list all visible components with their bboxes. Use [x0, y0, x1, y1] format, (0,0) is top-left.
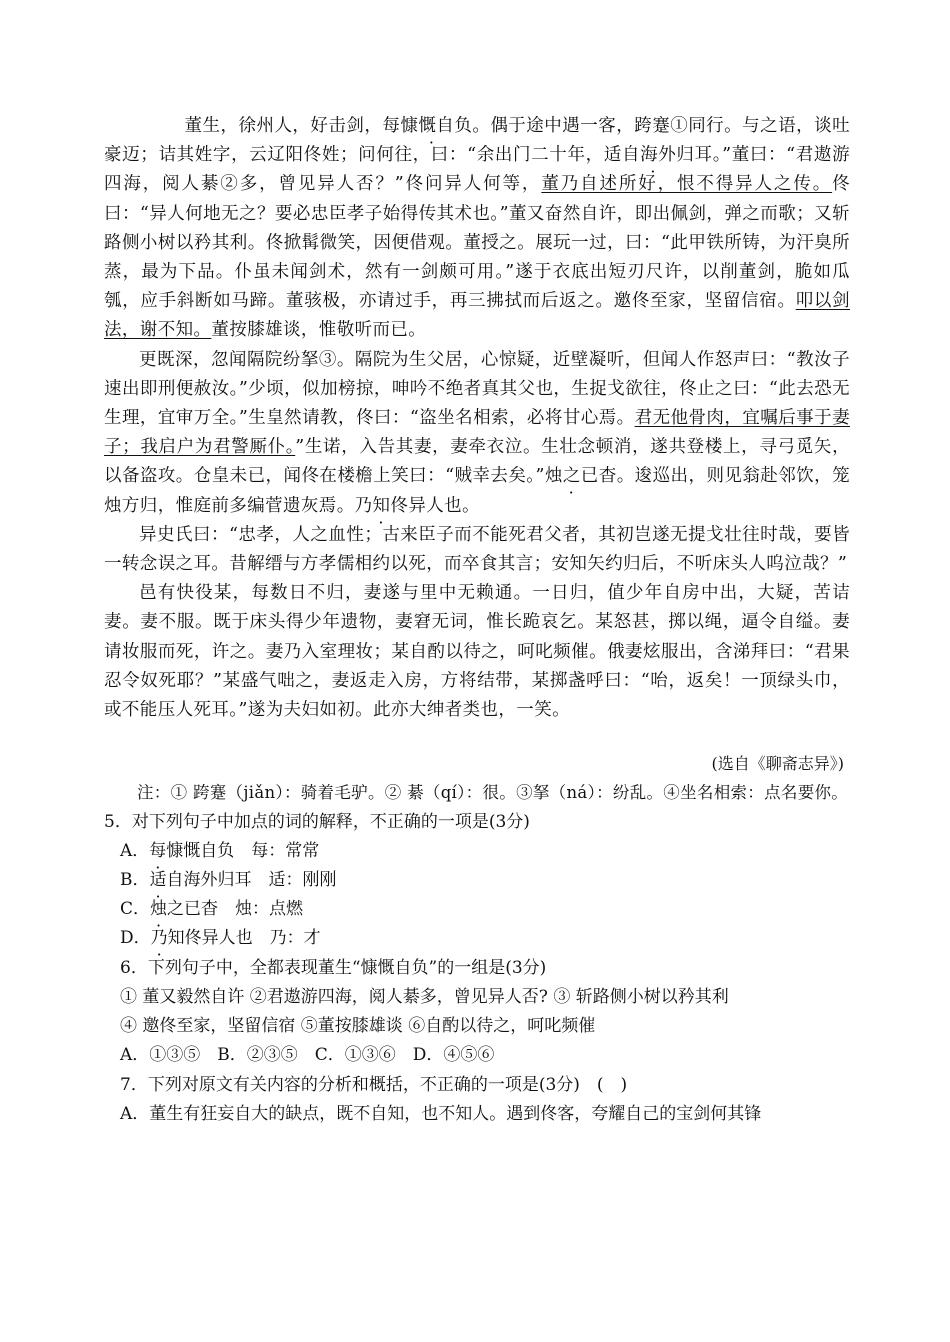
option-text: 之已杳 烛：点燃: [167, 899, 304, 920]
dotted-word: 适: [149, 870, 167, 891]
question-6-line-1: ① 董又毅然自许 ②君遨游四海，阅人綦多，曾见异人否? ③ 斩路侧小树以矜其利: [120, 986, 729, 1007]
text: 之已杳。逡巡出，则见翁赴邻饮，笼烛方归，惟庭前多编菅遗灰焉。: [104, 466, 851, 516]
question-5-option-c: [104, 895, 850, 924]
dotted-word: 烛: [544, 466, 563, 487]
option-prefix: C．: [120, 899, 151, 920]
option-text: 自海外归耳 适：刚刚: [166, 870, 337, 891]
question-6-stem: 6．下列句子中，全都表现董生“慷慨自负”的一组是(3分): [120, 957, 547, 978]
dotted-word: 每: [382, 116, 401, 136]
document-page: [104, 112, 850, 1129]
text: 知佟异人也。: [372, 495, 480, 516]
question-7-stem: 7．下列对原文有关内容的分析和概括，不正确的一项是(3分) ( ): [120, 1074, 628, 1095]
option-prefix: A．: [120, 840, 150, 861]
text: 慷慨自负。偶于途中遇一客，跨蹇①同行。与之语，谈吐豪迈；诘其姓字，云辽阳佟姓；问何往，曰：“余出门二十年，: [104, 116, 850, 166]
dotted-word: 乃: [354, 495, 373, 516]
paragraph-3: 异史氏曰：“忠孝，人之血性；古来臣子而不能死君父者，其初岂遂无提戈壮往时哉，要皆一转念误之耳。昔解缙与方孝儒相约以死，而卒食其言；安知矢约归后，不听床头人呜泣哉？”: [104, 524, 850, 575]
dotted-word: 烛: [150, 899, 168, 920]
paragraph-1: [104, 112, 850, 346]
dotted-word: 乃: [150, 928, 168, 949]
text: 董生，徐州人，好击剑，: [184, 116, 383, 136]
underlined-sentence: 君无他骨肉，宜嘱后事于妻子；我启户为君警厮仆。: [104, 408, 850, 458]
question-5-stem: 5．对下列句子中加点的词的解释，不正确的一项是(3分): [104, 811, 530, 832]
question-7-option-a: A．董生有狂妄自大的缺点，既不自知，也不知人。遇到佟客，夸耀自己的宝剑何其锋: [120, 1103, 762, 1124]
option-text: 知佟异人也 乃：才: [167, 928, 321, 949]
text: 更既深，忽闻隔院纷拏③。隔院为生父居，心惊疑，近壁凝听，但闻人作怒声曰：“教汝子速出即刑便赦汝。”少顷，似加榜掠，呻吟不绝者真其父也，生捉戈欲往，佟止之曰：“此去恐无生理，宜审万全。”生皇然请教，佟曰：“盗坐名相索，必将甘心焉。: [104, 349, 850, 429]
question-6-options: A．①③⑤ B．②③⑤ C．①③⑥ D．④⑤⑥: [120, 1045, 495, 1066]
question-6-line-2: ④ 邀佟至家，坚留信宿 ⑤董按膝雄谈 ⑥自酌以待之，呵叱频催: [120, 1016, 596, 1037]
underlined-sentence: 叩以剑法，谢不知。: [104, 291, 850, 341]
question-5-option-d: [104, 924, 850, 953]
source-citation: (选自《聊斋志异》): [711, 754, 844, 774]
question-5-option-b: [104, 866, 850, 895]
text: 自海外归耳。”董曰：“君遨游四海，阅人綦②多，曾见异人否？”佟问异人何等，: [104, 145, 850, 195]
text: 董按膝雄谈，惟敬听而已。: [211, 320, 427, 341]
dotted-word: 适: [603, 145, 622, 166]
paragraph-2: [104, 346, 850, 521]
option-prefix: B．: [120, 870, 150, 891]
dotted-word: 每: [149, 840, 167, 861]
underlined-sentence: 董乃自述所好，恨不得异人之传。: [541, 174, 833, 195]
question-5-option-a: [104, 837, 850, 866]
text: ”生诺，入告其妻，妻牵衣泣。生壮念顿消，遂共登楼上，寻弓觅矢，以备盗攻。仓皇未已，闻佟在楼檐上笑曰：“贼幸去矣。”: [104, 437, 850, 487]
paragraph-4: 邑有快役某，每数日不归，妻遂与里中无赖通。一日归，值少年自房中出，大疑，苦诘妻。妻不服。既于床头得少年遗物，妻窘无词，惟长跪哀乞。某怒甚，掷以绳，逼令自缢。妻请妆服而死，许之。妻乃入室理妆；某自酌以待之，呵叱频催。俄妻炫服出，含涕拜曰：“君果忍令奴死耶？”某盛气咄之，妻返走入房，方将结带，某掷盏呼曰：“咍，返矣！一顶绿头巾，或不能压人死耳。”遂为夫妇如初。此亦大绅者类也，一笑。: [104, 583, 850, 721]
option-prefix: D．: [120, 928, 151, 949]
text: 佟曰：“异人何地无之？要必忠臣孝子始得传其术也。”董又奋然自许，即出佩剑，弹之而歌；又斩路侧小树以矜其利。佟掀髯微笑，因便借观。董授之。展玩一过，曰：“此甲铁所铸，为汗臭所蒸，最为下品。仆虽未闻剑术，然有一剑颇可用。”遂于衣底出短刃尺许，以削董剑，脆如瓜瓠，应手斜断如马蹄。董骇极，亦请过手，再三拂拭而后返之。邀佟至家，坚留信宿。: [104, 174, 850, 312]
annotation-notes: 注：① 跨蹇（jiǎn）：骑着毛驴。② 綦（qí）：很。③拏（ná）：纷乱。④坐名相索：点名要你。: [137, 783, 849, 803]
option-text: 慷慨自负 每：常常: [166, 840, 320, 861]
